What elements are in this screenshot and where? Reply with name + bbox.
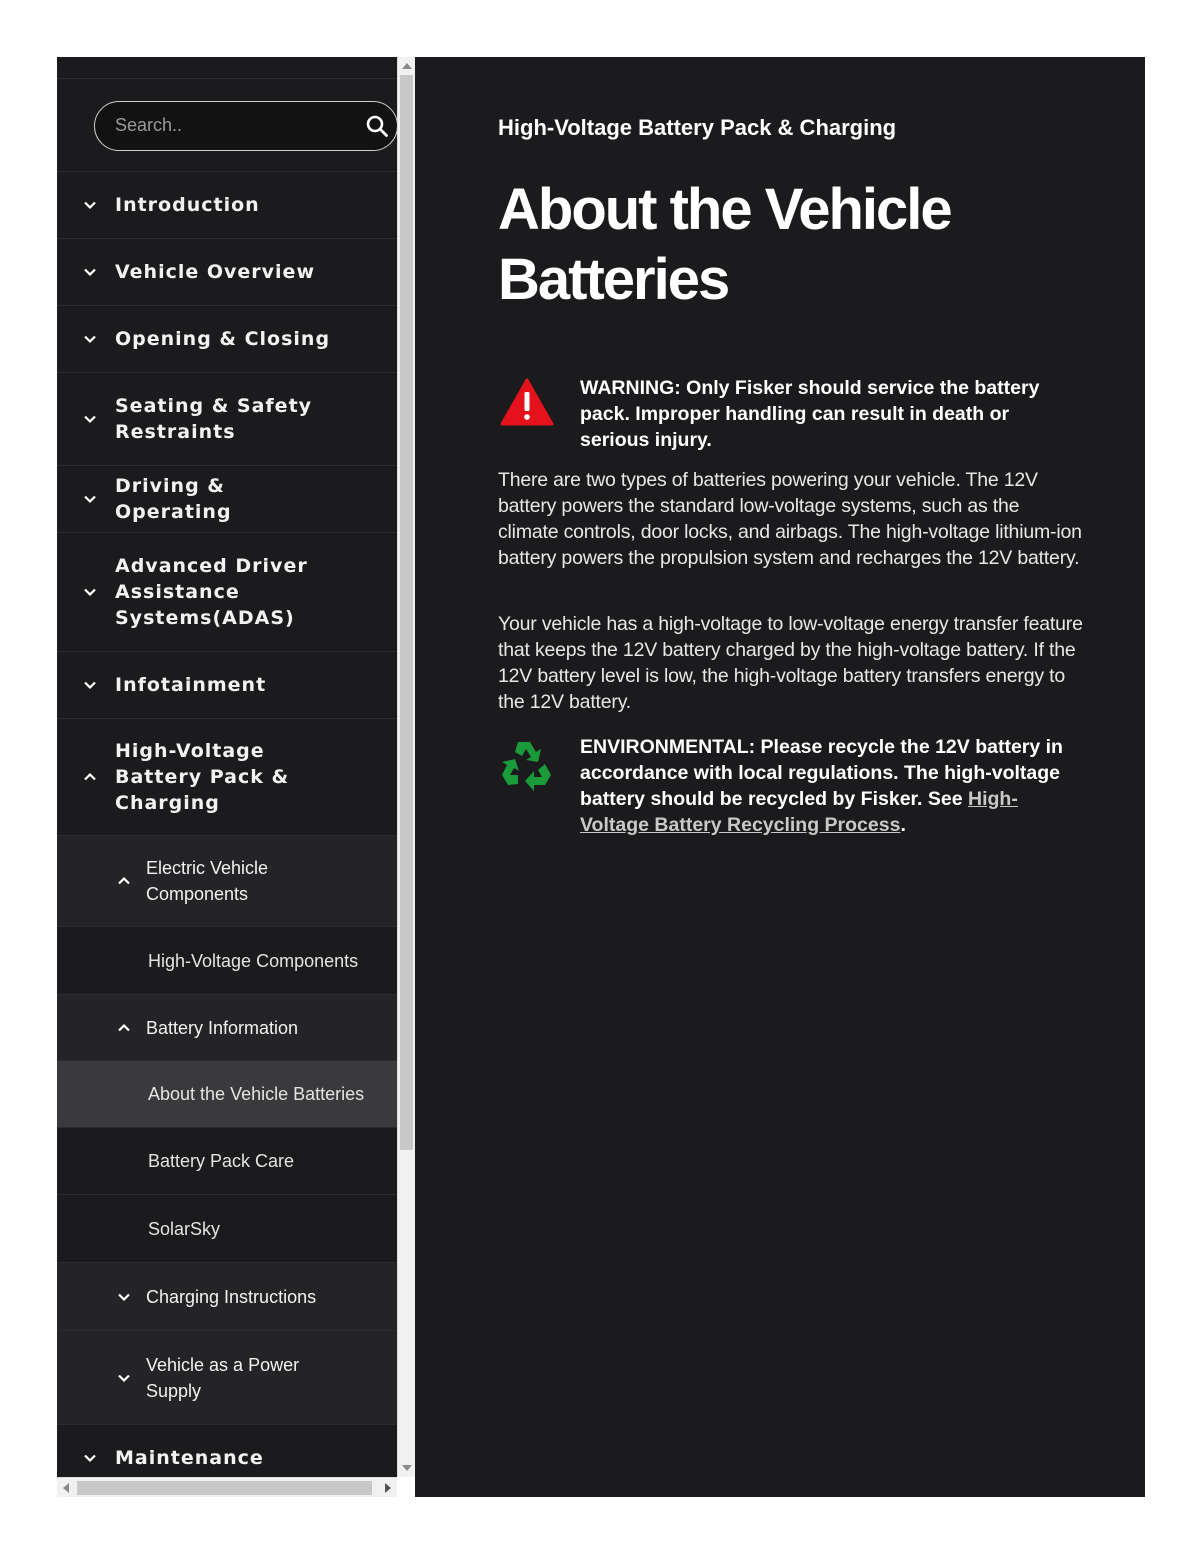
sidebar-item-battery-information[interactable] [57,995,397,1061]
environmental-suffix: . [900,814,906,836]
scroll-up-arrow-icon[interactable] [402,63,412,69]
chevron-up-icon [117,874,131,888]
search-input[interactable] [115,102,355,149]
sidebar-item-seating-safety[interactable] [57,373,397,466]
sidebar-item-label: Introduction [115,194,260,216]
sidebar-vertical-scrollbar[interactable] [397,57,415,1477]
chevron-down-icon [117,1371,131,1385]
chevron-down-icon [83,412,97,426]
search-icon[interactable] [365,114,389,138]
chevron-down-icon [83,678,97,692]
warning-text: WARNING: Only Fisker should service the battery pack. Improper handling can result in death or serious injury. [580,377,1040,451]
sidebar-item-label: Vehicle as a Power Supply [146,1354,300,1401]
sidebar-item-maintenance[interactable] [57,1425,397,1477]
sidebar-item-charging-instructions[interactable] [57,1263,397,1331]
scroll-right-arrow-icon[interactable] [385,1483,391,1493]
chevron-up-icon [117,1021,131,1035]
chevron-down-icon [83,1451,97,1465]
chevron-down-icon [83,585,97,599]
chevron-down-icon [83,265,97,279]
sidebar-item-ev-components[interactable] [57,836,397,927]
main-content [415,57,1145,1497]
sidebar-item-label: Charging Instructions [146,1286,317,1307]
sidebar-item-adas[interactable] [57,533,397,652]
sidebar-item-label: Battery Pack Care [148,1151,295,1171]
recycle-icon [498,734,556,792]
sidebar-item-battery-pack-care[interactable] [57,1128,397,1195]
sidebar-item-vehicle-overview[interactable] [57,239,397,306]
page-title: About the Vehicle Batteries [498,177,951,312]
environmental-text [580,734,1080,838]
sidebar-item-label: Infotainment [115,674,267,696]
search-box[interactable] [94,101,397,151]
recycling-process-link[interactable]: High-Voltage Battery Recycling Process [580,788,1018,836]
sidebar-item-driving-operating[interactable] [57,466,397,533]
sidebar-item-label: Seating & Safety Restraints [115,395,313,443]
sidebar-top-strip [57,57,397,79]
sidebar-horizontal-scrollbar[interactable] [57,1477,397,1497]
chevron-up-icon [83,770,97,784]
sidebar-item-hv-components[interactable] [57,927,397,995]
chevron-down-icon [83,492,97,506]
sidebar-item-label: About the Vehicle Batteries [148,1084,365,1104]
sidebar-item-about-vehicle-batteries[interactable] [57,1061,397,1128]
sidebar-item-label: High-Voltage Components [148,950,359,971]
search-container [57,79,397,172]
sidebar-item-high-voltage-battery[interactable] [57,719,397,836]
sidebar-item-label: SolarSky [148,1218,221,1239]
scroll-down-arrow-icon[interactable] [402,1465,412,1471]
scrollbar-thumb[interactable] [400,75,413,1150]
chevron-down-icon [117,1290,131,1304]
warning-notice [498,375,1078,455]
body-paragraph: There are two types of batteries powering your vehicle. The 12V battery powers the standard low-voltage systems, such as the climate controls, door locks, and airbags. The high-voltage lithium-ion battery powers the propulsion system and recharges the 12V battery. [498,469,1082,569]
warning-triangle-icon [498,375,556,433]
sidebar-item-label: Opening & Closing [115,328,331,350]
sidebar-item-introduction[interactable] [57,172,397,239]
environmental-notice [498,734,1078,844]
sidebar [57,57,397,1477]
chevron-down-icon [83,198,97,212]
sidebar-item-solarsky[interactable] [57,1195,397,1263]
sidebar-item-vehicle-power-supply[interactable] [57,1331,397,1425]
chevron-down-icon [83,332,97,346]
sidebar-item-opening-closing[interactable] [57,306,397,373]
scroll-left-arrow-icon[interactable] [63,1483,69,1493]
sidebar-item-label: Advanced Driver Assistance Systems(ADAS) [115,555,308,629]
environmental-message: ENVIRONMENTAL: Please recycle the 12V battery in accordance with local regulations. The high-voltage battery should be recycled by Fisker. See [580,736,1063,810]
sidebar-item-label: High-Voltage Battery Pack & Charging [115,740,290,814]
sidebar-item-label: Electric Vehicle Components [146,858,269,904]
sidebar-item-label: Battery Information [146,1017,299,1038]
sidebar-item-label: Driving & Operating [115,475,232,523]
sidebar-item-infotainment[interactable] [57,652,397,719]
scrollbar-thumb[interactable] [77,1481,372,1495]
sidebar-item-label: Vehicle Overview [115,261,315,283]
body-paragraph: Your vehicle has a high-voltage to low-voltage energy transfer feature that keeps the 12V battery charged by the high-voltage battery. If the 12V battery level is low, the high-voltage battery transfers energy to the 12V battery. [498,613,1083,713]
breadcrumb: High-Voltage Battery Pack & Charging [498,115,897,140]
sidebar-item-label: Maintenance [115,1447,264,1469]
